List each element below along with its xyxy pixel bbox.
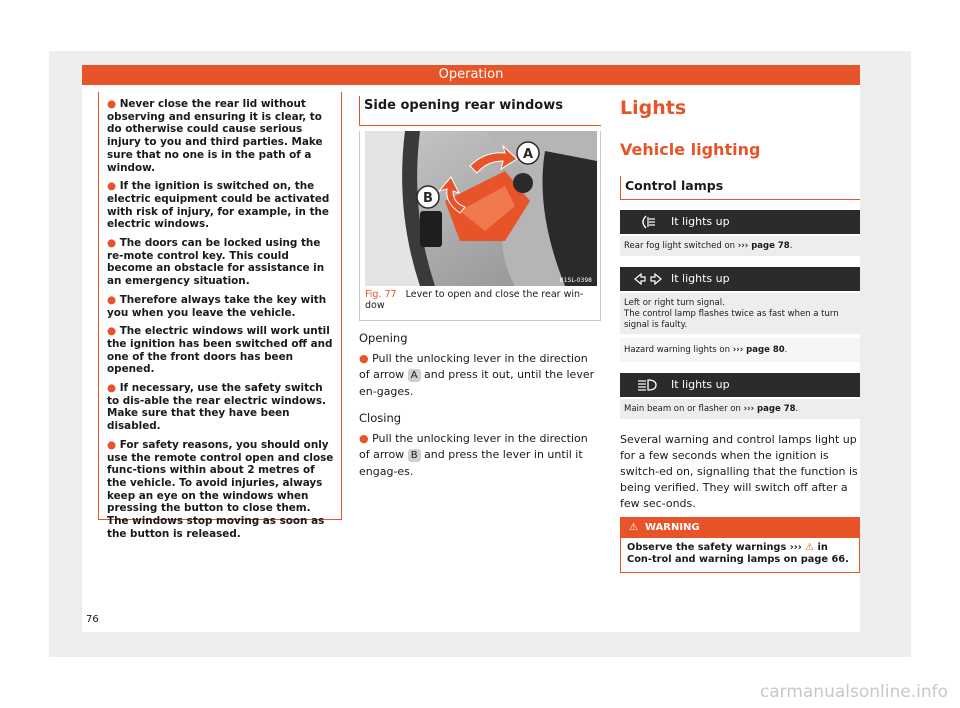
- rear-fog-light-icon: [634, 210, 664, 234]
- bullet-icon: ●: [107, 293, 120, 306]
- lamp-description: Rear fog light switched on ››› page 78.: [620, 236, 860, 256]
- safety-warning-box: [98, 92, 342, 540]
- lamps-paragraph: Several warning and control lamps light up for a few seconds when the ignition is switch-ed on, signalling that the function is being verified. They will switch off after a few sec-onds.: [620, 433, 858, 510]
- figure-77: [359, 131, 601, 321]
- arrow-b-badge: B: [408, 449, 421, 462]
- page-link[interactable]: ››› page 78: [743, 404, 796, 414]
- bullet-icon: ●: [107, 325, 120, 338]
- bullet-icon: ●: [107, 180, 120, 193]
- turn-signal-icon: [634, 267, 664, 291]
- lever-illustration: [365, 131, 597, 286]
- bullet-icon: ●: [107, 237, 120, 250]
- page-link[interactable]: ›››: [789, 542, 802, 553]
- lights-heading: [620, 96, 860, 120]
- figure-label-b: B: [423, 191, 433, 206]
- warning-item: ● If the ignition is switched on, the electric equipment could be activated with risk of injury, for example, in the electric windows.: [107, 180, 330, 231]
- instructions: [359, 330, 599, 490]
- figure-number: Fig. 77: [365, 289, 397, 300]
- warning-triangle-icon: ⚠: [629, 522, 638, 533]
- section-title: Side opening rear windows: [359, 96, 601, 126]
- warning-item: ● Therefore always take the key with you when you leave the vehicle.: [107, 293, 327, 319]
- warning-item: ● If necessary, use the safety switch to dis-able the rear electric windows. Make sure that they have been disabled.: [107, 382, 326, 433]
- bullet-icon: ●: [107, 382, 120, 395]
- figure-caption: [365, 289, 597, 311]
- bullet-icon: ●: [359, 431, 373, 445]
- lamp-row-main-beam: [620, 373, 860, 397]
- control-lamps-title: Control lamps: [620, 176, 860, 200]
- arrow-a-badge: A: [408, 369, 421, 382]
- figure-caption-text: Lever to open and close the rear win-dow: [365, 289, 584, 311]
- closing-title: Closing: [359, 411, 402, 425]
- closing-step: ● Pull the unlocking lever in the direction of arrow B and press the lever in until it engag-es.: [359, 431, 588, 478]
- lamp-row-turn-signal: [620, 267, 860, 291]
- lamp-status: It lights up: [671, 272, 730, 285]
- watermark-text: carmanualsonline.info: [759, 682, 948, 702]
- bullet-icon: ●: [107, 438, 120, 451]
- warning-item: ● The electric windows will work until the ignition has been switched off and one of the front doors has been opened.: [107, 325, 333, 376]
- warning-header: ⚠ WARNING: [621, 518, 859, 538]
- lamp-status: It lights up: [671, 378, 730, 391]
- bullet-icon: ●: [359, 351, 373, 365]
- lamp-status: It lights up: [671, 215, 730, 228]
- opening-title: Opening: [359, 331, 408, 345]
- opening-step: ● Pull the unlocking lever in the direction of arrow A and press it out, until the lever en-gages.: [359, 351, 595, 398]
- lamp-description: Hazard warning lights on ››› page 80.: [620, 338, 860, 362]
- page-link[interactable]: ››› page 80: [732, 345, 785, 355]
- section-header: [359, 96, 601, 126]
- page-number: 76: [86, 614, 99, 625]
- warning-box: [620, 517, 860, 573]
- figure-code: B1SL-0398: [559, 277, 592, 284]
- bullet-icon: ●: [107, 98, 120, 110]
- chapter-title: Lights: [620, 97, 687, 119]
- rear-window-lever-image: [365, 131, 597, 286]
- figure-label-a: A: [522, 147, 534, 162]
- warning-item: ● Never close the rear lid without observing and ensuring it is clear, to do otherwise could cause serious injury to you and third parties. Make sure that no one is in the path of a window.: [107, 98, 323, 174]
- subsection-title: Vehicle lighting: [620, 140, 761, 159]
- lamp-row-rear-fog: [620, 210, 860, 234]
- warning-item: ● For safety reasons, you should only use the remote control open and close func-tions within about 2 metres of the vehicle. To avoid injuries, always keep an eye on the windows when pressing the button to close them. The windows stop moving as soon as the button is released.: [107, 438, 334, 540]
- lamp-description: Left or right turn signal. The control lamp flashes twice as fast when a turn signal is faulty.: [620, 293, 860, 334]
- page-link[interactable]: ››› page 78: [737, 241, 790, 251]
- warning-item: ● The doors can be locked using the re-mote control key. This could become an obstacle for assistance in an emergency situation.: [107, 237, 325, 288]
- watermark-bar: [0, 676, 960, 708]
- warning-triangle-icon: ⚠: [805, 542, 815, 553]
- page-header: Operation: [82, 65, 860, 85]
- lamp-description: Main beam on or flasher on ››› page 78.: [620, 399, 860, 419]
- main-beam-icon: [634, 373, 664, 397]
- warning-text: Observe the safety warnings ››› ⚠ in Con-trol and warning lamps on page 66.: [627, 542, 849, 565]
